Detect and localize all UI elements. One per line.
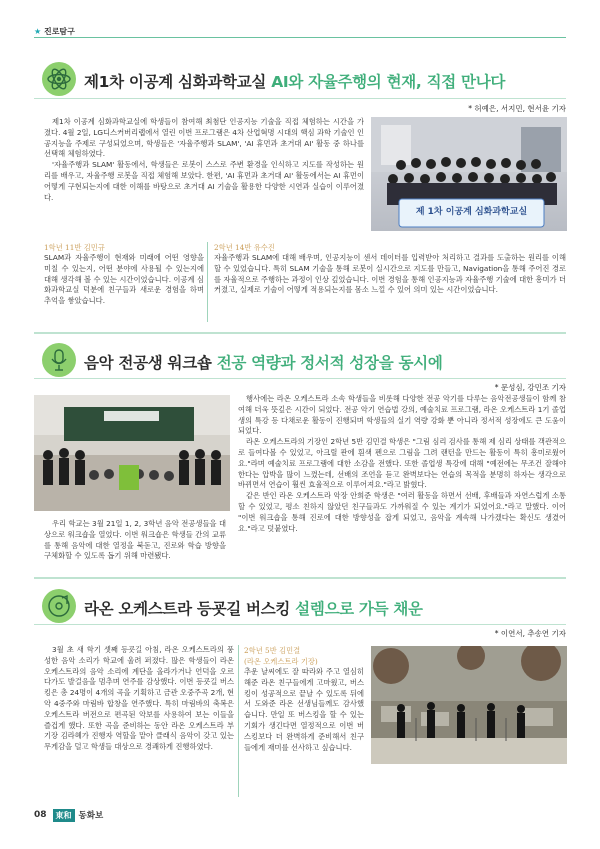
article1-body: 제1차 이공계 심화과학교실에 학생들이 참여해 최첨단 인공지능 기술을 직접 체험하는 시간을 가졌다. 4월 2일, LG디스커버리랩에서 열린 이번 프로그램은 4차 산업혁명 시대의 핵심 과학 기술인 인공지능을 주제로 구성되었으며, 학생들은 '자율주행과 SLAM', 'AI 휴먼과 초거대 AI' 활동 중 하나를 선택해 체험하였다. '자율주행과 SLAM' 활동에서, 학생들은 로봇이 스스로 주변 환경을 인식하고 지도를 작성하는 원리를 배우고, 자율주행 로봇을 직접 체험해 보았다. 한편, 'AI 휴먼과 초거대 AI' 활동에서는 AI 휴먼이 어떻게 구현되는지에 대한 이해를 바탕으로 초거대 AI 기술을 활용한 다양한 시연과 실습이 이루어졌다. [44,117,364,202]
section-label: ★ 진로탐구 [34,27,75,36]
article1-title-divider [34,98,566,99]
music-cd-icon [42,589,76,623]
star-icon: ★ [34,27,42,36]
atom-icon [42,62,76,96]
page-number: 08 [34,810,47,820]
quote-divider [207,242,208,322]
article2-title: 음악 전공생 워크숍 전공 역량과 정서적 성장을 동시에 [84,354,443,372]
publication-name: 동화보 [78,811,104,821]
article2-byline: * 문성심, 강민조 기자 [494,383,566,392]
article3-body: 3월 초 새 학기 셋째 등굣길 아침, 라온 오케스트라의 풍성한 음악 소리가 학교에 울려 퍼졌다. 많은 학생들이 라온 오케스트라의 음악 소리에 계단을 올라가거나 언덕을 오르다가도 발걸음을 멈추며 연주를 감상했다. 이번 등굣길 버스킹은 총 24명이 4개의 곡을 기획하고 금관 오중주곡 2개, 현악 4중주와 마림바 합창을 연주했다. 특히 마림바의 축복은 오케스트라 버전으로 편곡된 악보를 사용하여 보는 이들을 즐겁게 했다. 또한 곡을 준비하는 동안 라온 오케스트라 부기장 김라혜가 진행자 역할을 맡아 클래식 음악이 갖고 있는 무게감을 덜고 학생들 대상으로 경쾌하게 진행하였다. [44,645,234,752]
music-workshop-photo [34,395,230,511]
article1-title: 제1차 이공계 심화과학교실 AI와 자율주행의 현재, 직접 만나다 [84,73,506,91]
article2-body: 행사에는 라온 오케스트라 소속 학생들을 비롯해 다양한 전공 악기를 다루는 음악전공생들이 함께 참여해 더욱 뜻깊은 시간이 되었다. 전공 악기 연습법 강의, 예술치료 프로그램, 라온 오케스트라 1기 졸업생의 특강 등 다채로운 활동이 진행되며 학생들의 실기 역량 강화 뿐 아니라 정서적 성장에도 큰 도움이 되었다. 라온 오케스트라의 기장인 2학년 5반 김민결 학생은 "그림 심리 검사를 통해 제 심리 상태를 객관적으로 들여다볼 수 있었고, 아크릴 판에 흰색 펜으로 그림을 그려 랜턴을 만드는 활동이 특히 흥미로웠어요."라며 예술치료 프로그램에 대한 소감을 전했다. 또한 졸업생 특강에 대해 "예전에는 무조건 잘해야 한다는 압박을 많이 느꼈는데, 선배의 조언을 듣고 완벽보다는 연습의 목적을 분명히 하자는 생각으로 바뀌면서 연습이 훨씬 효율적으로 이루어져요."라고 밝혔다. 같은 반인 라온 오케스트라 악장 안희준 학생은 "여러 활동을 하면서 선배, 후배들과 자연스럽게 소통할 수 있었고, 평소 친하지 않았던 친구들과도 가까워질 수 있는 계기가 되었어요."라고 말했다. 이어 "이번 워크숍을 통해 진로에 대한 방향성을 잡게 되었고, 음악을 계속해 나가겠다는 확신도 생겼어요."라고 덧붙였다. [238,394,567,533]
science-class-photo [371,117,567,231]
article2-title-divider [34,378,566,379]
microphone-icon [42,343,76,377]
article3-title: 라온 오케스트라 등굣길 버스킹 설렘으로 가득 채운 [84,600,423,618]
photo-banner-text: 제 1차 이공계 심화과학교실 [415,207,528,217]
publication-logo: 東和 [53,809,75,822]
header-divider [34,37,566,38]
footer [34,807,103,823]
section-divider-2 [34,577,566,579]
article3-quote: 2학년 5반 김민결 (라온 오케스트라 기장) 추운 날씨에도 잘 따라와 주고 열심히 해준 라온 친구들에게 고마웠고, 버스킹이 성공적으로 끝날 수 있도록 뒤에서 도와준 라온 선생님들께도 감사했습니다. 만일 또 버스킹을 할 수 있는 기회가 생긴다면 열정적으로 이번 버스킹보다 더 완벽하게 준비해서 친구들에게 재미를 선사하고 싶습니다. [244,646,364,752]
article1-quote2: 2학년 14반 유수진 자율주행과 SLAM에 대해 배우며, 인공지능이 센서 데이터를 입력받아 처리하고 결과를 도출하는 원리를 이해할 수 있었습니다. 특히 SLAM 기술을 통해 로봇이 실시간으로 지도를 만들고, Navigation을 통해 주어진 경로를 자율적으로 주행하는 과정이 인상 깊었습니다. 이번 경험을 통해 인공지능과 자율주행 기술에 대한 흥미가 더 커졌고, 실제로 기술이 어떻게 적용되는지를 몸소 느낄 수 있어 의미 있는 시간이었습니다. [214,243,566,295]
section-divider [34,332,566,334]
article1-quote1: 1학년 11반 김민규 SLAM과 자율주행이 현재와 미래에 어떤 영향을 미칠 수 있는지, 어떤 분야에 사용될 수 있는지에 대해 생각해 볼 수 있는 시간이었습니다. 이공계 심화과학교실 덕분에 친구들과 새로운 경험을 하며 추억을 쌓았습니다. [44,243,204,306]
article3-byline: * 이연서, 추송연 기자 [494,629,566,638]
article3-title-divider [34,624,566,625]
article1-byline: * 허예은, 서지민, 현서윤 기자 [468,104,566,113]
article2-intro: 우리 학교는 3월 21일 1, 2, 3학년 음악 전공생들을 대상으로 워크숍을 열었다. 이번 워크숍은 학생들 간의 교류를 통해 음악에 대한 열정을 북돋고, 진로와 학습 방향을 구체화할 수 있도록 돕기 위해 마련됐다. [44,519,226,561]
quote-divider-2 [238,645,239,797]
busking-photo [371,646,567,764]
